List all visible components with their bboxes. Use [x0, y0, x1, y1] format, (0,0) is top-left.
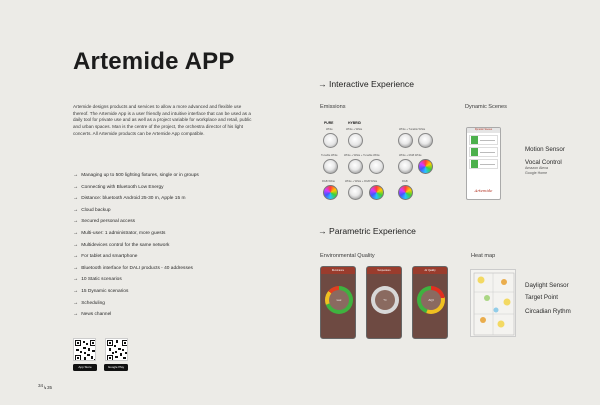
knob-wwrgb-icon[interactable] [348, 185, 363, 200]
app-store-badge[interactable]: App Store [73, 364, 97, 371]
arrow-icon: → [73, 172, 79, 178]
feature-item: → Scheduling [73, 299, 105, 306]
knob-ww-tunable-icon[interactable] [348, 159, 363, 174]
qr-code-icon[interactable] [73, 338, 96, 361]
feature-item: → Connecting with Bluetooth Low Energy [73, 183, 164, 190]
arrow-icon: → [73, 299, 79, 306]
knob-label: White + White [346, 128, 363, 131]
gauge-ring [417, 286, 445, 314]
interactive-heading: → Interactive Experience [318, 79, 415, 89]
knob-white-tunable-2-icon[interactable] [418, 133, 433, 148]
mode-pure-label: PURE [324, 121, 334, 125]
arrow-icon: → [73, 276, 79, 283]
feature-item: → Managing up to 500 lighting fixtures, single or in groups [73, 172, 199, 178]
arrow-icon: → [73, 183, 79, 190]
knob-label: White + White + Tunable White [344, 154, 380, 157]
scene-swatch [471, 136, 478, 144]
knob-white-rgb-2-icon[interactable] [418, 159, 433, 174]
feature-item: → Multidevices control for the same network [73, 241, 170, 248]
page-turn-icon: ↳ [43, 385, 47, 390]
google-play-badge[interactable]: Google Play [104, 364, 128, 371]
dynamic-scenes-screen[interactable] [466, 127, 501, 200]
knob-ww-tunable-2-icon[interactable] [369, 159, 384, 174]
circadian-rythm-label: Circadian Rythm [525, 308, 571, 315]
knob-rgb-icon[interactable] [398, 185, 413, 200]
daylight-sensor-label: Daylight Sensor [525, 282, 569, 289]
motion-sensor-label: Motion Sensor [525, 146, 565, 153]
page-numbers [38, 385, 52, 391]
arrow-icon: → [73, 206, 79, 213]
heat-map-label: Heat map [471, 253, 496, 259]
feature-item: → 15 Dynamic scenarios [73, 287, 129, 294]
emissions-label: Emissions [320, 104, 346, 110]
knob-label: Tunable White [321, 154, 338, 157]
knob-label: White + RGB White [399, 154, 422, 157]
gauge-value: °C [375, 290, 395, 310]
phone-bar: Illuminance [321, 267, 355, 274]
arrow-icon: → [73, 311, 79, 318]
gauge-value: AQI [421, 290, 441, 310]
knob-label: White + White + RGB White [345, 180, 378, 183]
scenes-header: Dynamic Scenes [467, 128, 500, 133]
gauge-value: Lux [329, 290, 349, 310]
knob-white-rgb-icon[interactable] [398, 159, 413, 174]
gauge-ring [371, 286, 399, 314]
knob-label: RGB [402, 180, 408, 183]
scene-row[interactable] [469, 135, 498, 145]
parametric-heading: → Parametric Experience [318, 226, 416, 236]
knob-label: RGB White [322, 180, 335, 183]
scene-row[interactable] [469, 147, 498, 157]
feature-item: → Cloud backup [73, 206, 111, 213]
feature-item: → Distance: bluetooth Android 25-30 m, Apple 15 m [73, 195, 186, 202]
arrow-icon: → [73, 287, 79, 294]
arrow-icon: → [73, 218, 79, 225]
page-number-left: 34 [38, 383, 44, 388]
knob-white-tunable-icon[interactable] [398, 133, 413, 148]
environmental-quality-label: Environmental Quality [320, 253, 375, 259]
qr-code-icon[interactable] [105, 338, 128, 361]
intro-paragraph: Artemide designs products and services to allow a more advanced and flexible use thereof. The Artemide App is a user friendly and intuitive interface that can be used as a daily tool for private use and as well as a project variable for workplace and retail, public and urban spaces. Man is the centre of the project, the orchestra director of his light concerts. All Artemide products can be Artemide App compatible. [73, 104, 252, 136]
feature-list [73, 170, 199, 321]
arrow-icon: → [73, 253, 79, 260]
gauge-ring [325, 286, 353, 314]
arrow-icon: → [73, 229, 79, 236]
arrow-icon: → [73, 264, 79, 271]
artemide-logo: Artemide [474, 188, 493, 193]
scene-swatch [471, 160, 478, 168]
vocal-sub-google: Google Home [525, 171, 548, 175]
phone-screen-air-quality[interactable] [412, 266, 448, 339]
feature-item: → For tablet and smartphone [73, 253, 138, 260]
knob-wwrgb-2-icon[interactable] [369, 185, 384, 200]
feature-item: → Secured personal access [73, 218, 136, 225]
page-title: Artemide APP [73, 48, 235, 75]
scene-swatch [471, 148, 478, 156]
vocal-sub-alexa: Amazon Alexa [525, 166, 548, 170]
feature-item: → 10 Static scenarios [73, 276, 122, 283]
feature-item: → Multi-user: 1 administrator, more guests [73, 229, 166, 236]
phone-bar: Temperature [367, 267, 401, 274]
phone-screen-illuminance[interactable] [320, 266, 356, 339]
mode-hybrid-label: HYBRID [348, 121, 361, 125]
arrow-icon: → [73, 195, 79, 202]
phone-screen-temperature[interactable] [366, 266, 402, 339]
knob-tunable-icon[interactable] [323, 159, 338, 174]
phone-bar: Air Quality [413, 267, 447, 274]
knob-white-icon[interactable] [323, 133, 338, 148]
knob-label: White + Tunable White [399, 128, 426, 131]
knob-white-white-icon[interactable] [348, 133, 363, 148]
vocal-control-label: Vocal Control [525, 159, 562, 166]
dynamic-scenes-label: Dynamic Scenes [465, 104, 507, 110]
knob-rgb-white-icon[interactable] [323, 185, 338, 200]
knob-label: White [326, 128, 333, 131]
scene-row[interactable] [469, 159, 498, 169]
heat-map-image[interactable] [470, 269, 516, 337]
target-point-label: Target Point [525, 294, 559, 301]
page-number-right: 35 [46, 385, 53, 390]
feature-item: → News channel [73, 311, 112, 318]
feature-item: → Bluetooth interface for DALI products - 40 addresses [73, 264, 193, 271]
arrow-icon: → [73, 241, 79, 248]
